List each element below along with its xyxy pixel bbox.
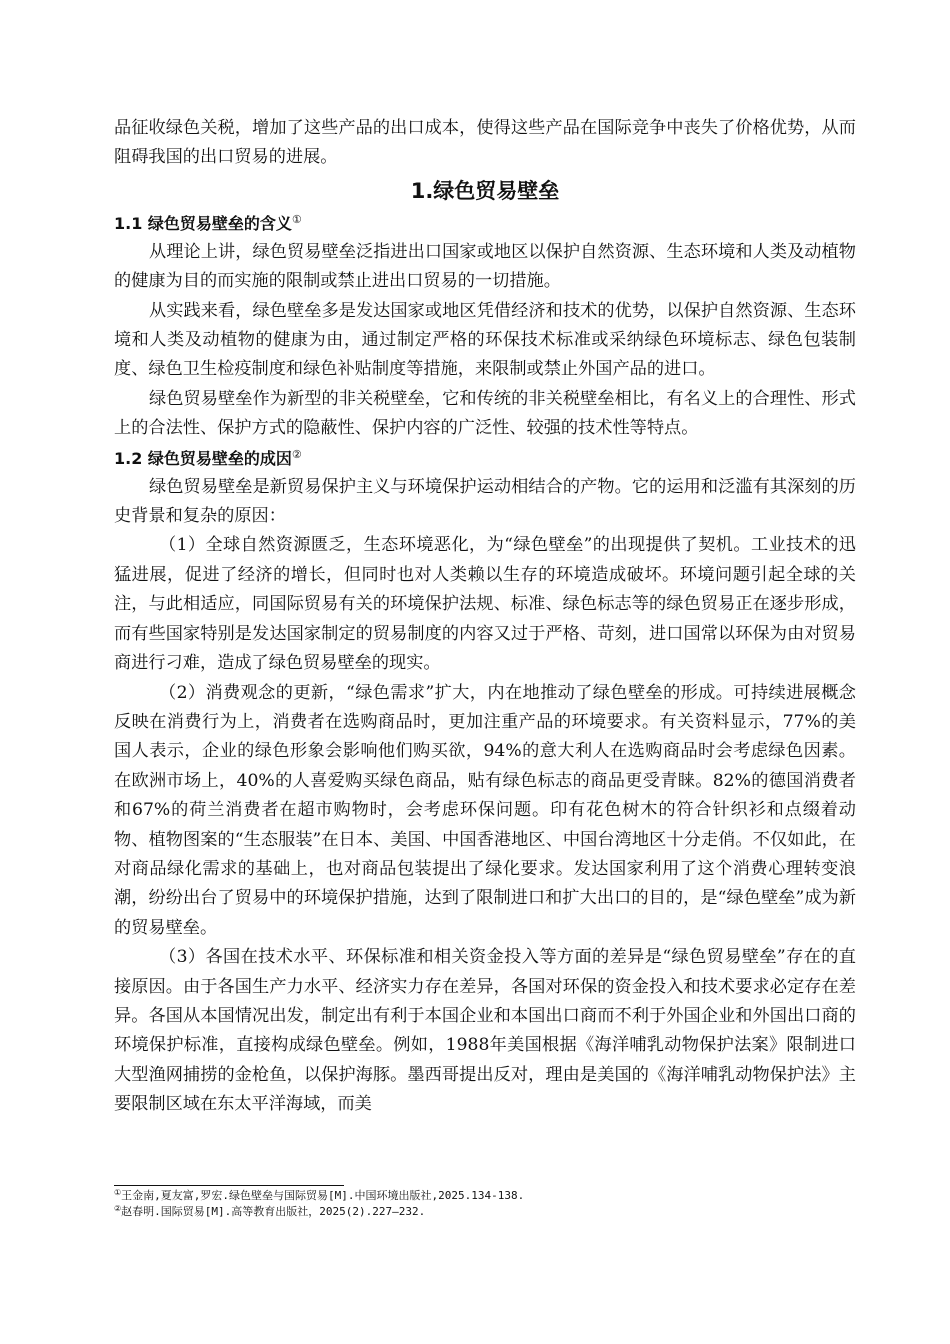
section-heading-1-2	[114, 444, 856, 473]
intro-continuation: 品征收绿色关税，增加了这些产品的出口成本，使得这些产品在国际竞争中丧失了价格优势，从而阻碍我国的出口贸易的进展。	[114, 118, 856, 168]
footnote-text: 赵春明.国际贸易[M].高等教育出版社，2025(2).227—232.	[121, 1205, 426, 1218]
footnote-ref-2[interactable]: ②	[291, 447, 302, 461]
footnote-mark: ①	[114, 1188, 122, 1197]
footnote-text: 王金南,夏友富,罗宏.绿色壁垒与国际贸易[M].中国环境出版社,2025.134-138.	[121, 1189, 525, 1202]
section-heading-text: 1.1 绿色贸易壁垒的含义	[114, 213, 292, 233]
chapter-title: 1.绿色贸易壁垒	[410, 178, 560, 203]
list-item: （3）各国在技术水平、环保标准和相关资金投入等方面的差异是“绿色贸易壁垒”存在的直接原因。由于各国生产力水平、经济实力存在差异，各国对环保的资金投入和技术要求必定存在差异。各国从本国情况出发，制定出有利于本国企业和本国出口商而不利于外国企业和外国出口商的环境保护标准，直接构成绿色壁垒。例如，1988年美国根据《海洋哺乳动物保护法案》限制进口大型渔网捕捞的金枪鱼，以保护海豚。墨西哥提出反对，理由是美国的《海洋哺乳动物保护法》主要限制区域在东太平洋海域，而美	[114, 947, 856, 1115]
paragraph: 从实践来看，绿色壁垒多是发达国家或地区凭借经济和技术的优势，以保护自然资源、生态环境和人类及动植物的健康为由，通过制定严格的环保技术标准或采纳绿色环境标志、绿色包装制度、绿色卫生检疫制度和绿色补贴制度等措施，来限制或禁止外国产品的进口。	[114, 300, 856, 380]
footnote-ref-1[interactable]: ①	[291, 212, 302, 226]
body-text	[114, 114, 856, 1120]
footnote-2	[114, 1204, 856, 1220]
paragraph: 绿色贸易壁垒是新贸易保护主义与环境保护运动相结合的产物。它的运用和泛滥有其深刻的历史背景和复杂的原因：	[114, 476, 856, 527]
paragraph: 从理论上讲，绿色贸易壁垒泛指进出口国家或地区以保护自然资源、生态环境和人类及动植物的健康为目的而实施的限制或禁止进出口贸易的一切措施。	[114, 241, 856, 292]
paragraph: 绿色贸易壁垒作为新型的非关税壁垒，它和传统的非关税壁垒相比，有名义上的合理性、形式上的合法性、保护方式的隐蔽性、保护内容的广泛性、较强的技术性等特点。	[114, 388, 856, 439]
list-item: （2）消费观念的更新，“绿色需求”扩大，内在地推动了绿色壁垒的形成。可持续进展概念反映在消费行为上，消费者在选购商品时，更加注重产品的环境要求。有关资料显示，77%的美国人表示，企业的绿色形象会影响他们购买欲，94%的意大利人在选购商品时会考虑绿色因素。在欧洲市场上，40%的人喜爱购买绿色商品，贴有绿色标志的商品更受青睐。82%的德国消费者和67%的荷兰消费者在超市购物时，会考虑环保问题。印有花色树木的符合针织衫和点缀着动物、植物图案的“生态服装”在日本、美国、中国香港地区、中国台湾地区十分走俏。不仅如此，在对商品绿化需求的基础上，也对商品包装提出了绿化要求。发达国家利用了这个消费心理转变浪潮，纷纷出台了贸易中的环境保护措施，达到了限制进口和扩大出口的目的，是“绿色壁垒”成为新的贸易壁垒。	[114, 682, 856, 938]
section-heading-1-1	[114, 209, 856, 238]
footnote-mark: ②	[114, 1204, 122, 1213]
footnote-divider	[114, 1185, 344, 1186]
section-heading-text: 1.2 绿色贸易壁垒的成因	[114, 448, 292, 468]
footnotes	[114, 1185, 856, 1220]
list-item: （1）全球自然资源匮乏，生态环境恶化，为“绿色壁垒”的出现提供了契机。工业技术的迅猛进展，促进了经济的增长，但同时也对人类赖以生存的环境造成破坏。环境问题引起全球的关注，与此相适应，同国际贸易有关的环境保护法规、标准、绿色标志等的绿色贸易正在逐步形成，而有些国家特别是发达国家制定的贸易制度的内容又过于严格、苛刻，进口国常以环保为由对贸易商进行刁难，造成了绿色贸易壁垒的现实。	[114, 535, 856, 674]
footnote-1	[114, 1188, 856, 1204]
